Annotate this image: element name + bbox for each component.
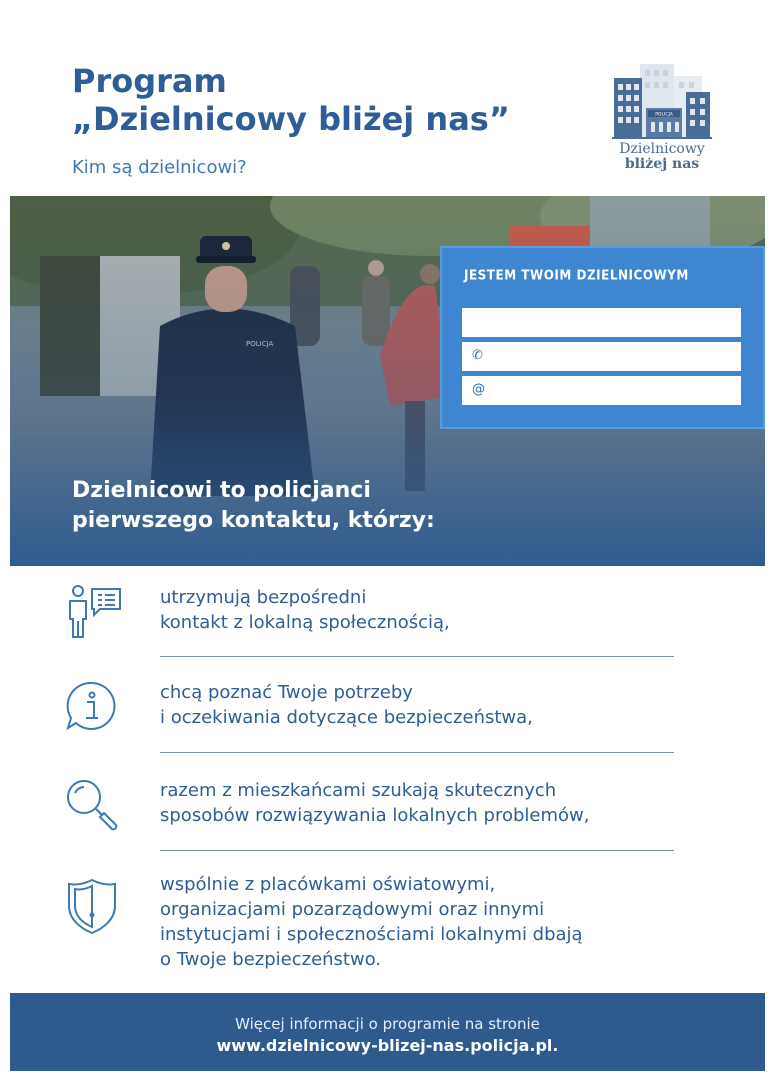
info-bubble-icon <box>62 678 122 738</box>
title-line-1: Program <box>72 62 227 100</box>
list-item-line: i oczekiwania dotyczące bezpieczeństwa, <box>160 707 533 728</box>
logo-badge-text: POLICJA <box>655 112 673 118</box>
list-item-line: organizacjami pozarządowymi oraz innymi <box>160 899 545 920</box>
list-item-line: razem z mieszkańcami szukają skutecznych <box>160 780 557 801</box>
name-field[interactable] <box>462 308 741 337</box>
list-item-text <box>160 680 700 730</box>
footer-website-link[interactable]: www.dzielnicowy-blizej-nas.policja.pl. <box>216 1036 559 1055</box>
divider <box>160 850 674 851</box>
list-item-text <box>160 778 700 828</box>
list-item-text <box>160 585 700 635</box>
shield-icon <box>62 876 122 936</box>
at-sign-icon: @ <box>472 382 485 397</box>
list-item-line: kontakt z lokalną społecznością, <box>160 612 450 633</box>
magnifier-icon <box>62 775 122 835</box>
logo-caption <box>606 142 718 172</box>
email-field[interactable] <box>462 376 741 405</box>
person-speech-icon <box>62 583 122 643</box>
list-item-line: o Twoje bezpieczeństwo. <box>160 949 382 970</box>
page-title <box>72 62 510 138</box>
list-item-line: wspólnie z placówkami oświatowymi, <box>160 874 496 895</box>
hero-heading <box>72 476 435 536</box>
contact-card <box>440 246 765 429</box>
phone-field[interactable] <box>462 342 741 371</box>
list-item-line: chcą poznać Twoje potrzeby <box>160 682 413 703</box>
logo-caption-line-1: Dzielnicowy <box>619 141 705 157</box>
hero-banner <box>10 196 765 566</box>
hero-heading-line-1: Dzielnicowi to policjanci <box>72 478 371 503</box>
footer-banner <box>10 993 765 1071</box>
list-item-line: sposobów rozwiązywania lokalnych problemów, <box>160 805 590 826</box>
page-subtitle: Kim są dzielnicowi? <box>72 157 247 178</box>
divider <box>160 656 674 657</box>
phone-icon: ✆ <box>472 348 483 363</box>
divider <box>160 752 674 753</box>
title-line-2: „Dzielnicowy bliżej nas” <box>72 100 510 138</box>
list-item-text <box>160 872 700 972</box>
contact-card-title: JESTEM TWOIM DZIELNICOWYM <box>464 267 689 283</box>
hero-heading-line-2: pierwszego kontaktu, którzy: <box>72 508 435 533</box>
footer-info-text: Więcej informacji o programie na stronie <box>235 1015 540 1033</box>
logo-caption-line-2: bliżej nas <box>624 156 700 172</box>
list-item-line: utrzymują bezpośredni <box>160 587 367 608</box>
list-item-line: instytucjami i społecznościami lokalnymi dbają <box>160 924 583 945</box>
